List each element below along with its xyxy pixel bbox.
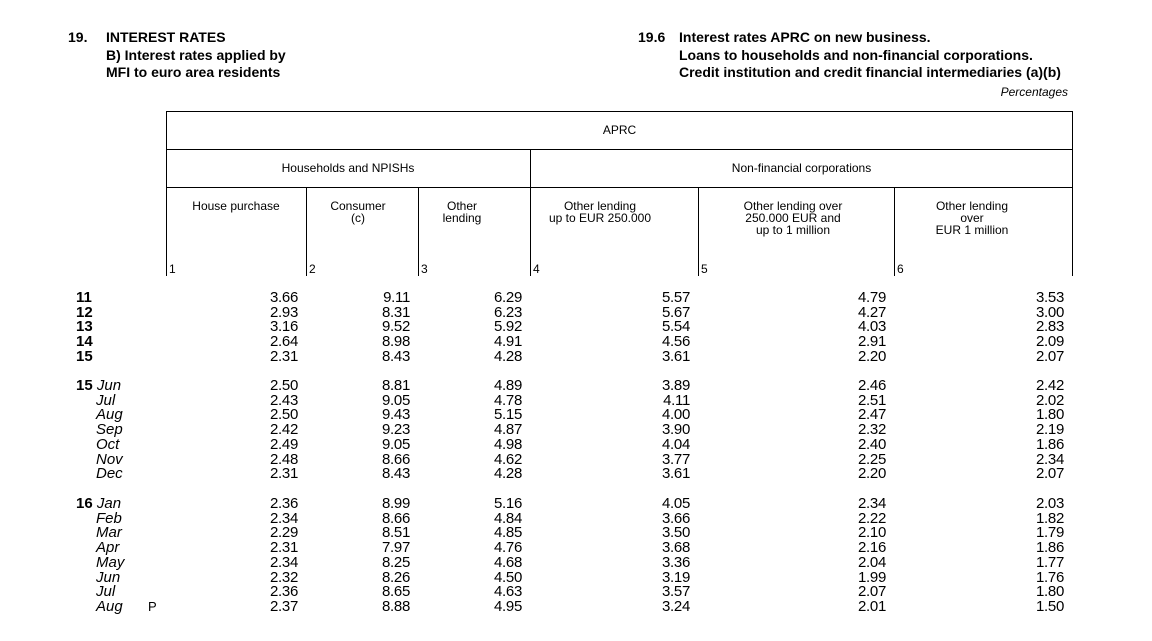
table-subtitle-1: Loans to households and non-financial corporations. xyxy=(679,47,1033,63)
table-row xyxy=(0,497,1152,512)
units-label: Percentages xyxy=(1000,85,1068,99)
row-month: Dec xyxy=(96,465,123,483)
table-cell-col5: 2.07 xyxy=(858,583,886,601)
section-subtitle-1: B) Interest rates applied by xyxy=(106,47,286,63)
table-cell-col2: 8.51 xyxy=(382,524,410,542)
table-cell-col2: 8.65 xyxy=(382,583,410,601)
header-nfc: Non-financial corporations xyxy=(731,161,872,175)
table-cell-col2: 8.43 xyxy=(382,465,410,483)
table-cell-col5: 2.34 xyxy=(858,495,886,512)
table-cell-col6: 2.19 xyxy=(1036,421,1064,439)
table-cell-col3: 4.78 xyxy=(494,391,522,409)
table-cell-col4: 3.66 xyxy=(662,509,690,527)
table-cell-col4: 4.04 xyxy=(662,435,690,453)
table-cell-col3: 4.63 xyxy=(494,583,522,601)
section-number: 19. xyxy=(68,29,88,45)
table-cell-col3: 4.89 xyxy=(494,377,522,394)
table-cell-col3: 4.28 xyxy=(494,465,522,483)
table-cell-col1: 2.34 xyxy=(270,553,298,571)
table-cell-col1: 2.64 xyxy=(270,333,298,351)
table-cell-col5: 4.79 xyxy=(858,289,886,306)
section-title: INTEREST RATES xyxy=(106,29,226,45)
table-cell-col6: 1.79 xyxy=(1036,524,1064,542)
col-number-6: 6 xyxy=(897,262,904,276)
table-cell-col3: 4.91 xyxy=(494,333,522,351)
table-row xyxy=(0,335,1152,350)
table-cell-col1: 2.31 xyxy=(270,539,298,557)
table-cell-col6: 2.83 xyxy=(1036,318,1064,336)
table-cell-col3: 4.62 xyxy=(494,450,522,468)
row-label xyxy=(76,597,123,615)
table-cell-col1: 2.42 xyxy=(270,421,298,439)
table-cell-col4: 3.90 xyxy=(662,421,690,439)
table-cell-col1: 2.36 xyxy=(270,495,298,512)
table-row xyxy=(0,450,1152,468)
table-cell-col5: 2.16 xyxy=(858,539,886,557)
table-cell-col3: 6.29 xyxy=(494,289,522,306)
table-cell-col3: 4.95 xyxy=(494,597,522,615)
table-row xyxy=(0,597,1152,615)
table-cell-col2: 9.11 xyxy=(383,289,410,306)
table-cell-col5: 2.25 xyxy=(858,450,886,468)
table-cell-col6: 1.76 xyxy=(1036,568,1064,586)
table-cell-col3: 5.16 xyxy=(494,495,522,512)
table-cell-col6: 3.53 xyxy=(1036,289,1064,306)
row-year: 11 xyxy=(76,289,92,306)
header-aprc: APRC xyxy=(602,123,637,137)
row-month: Jul xyxy=(96,391,116,409)
table-title: Interest rates APRC on new business. xyxy=(679,29,931,45)
row-month: Jun xyxy=(96,377,122,394)
table-cell-col2: 8.99 xyxy=(382,495,410,512)
table-cell-col2: 9.52 xyxy=(382,318,410,336)
table-cell-col2: 8.66 xyxy=(382,509,410,527)
table-cell-col5: 2.91 xyxy=(858,333,886,351)
table-row xyxy=(0,553,1152,571)
table-cell-col5: 2.46 xyxy=(858,377,886,394)
table-cell-col6: 2.07 xyxy=(1036,465,1064,483)
table-cell-col5: 2.32 xyxy=(858,421,886,439)
col-number-3: 3 xyxy=(421,262,428,276)
table-cell-col2: 8.88 xyxy=(382,597,410,615)
table-cell-col6: 2.42 xyxy=(1036,377,1064,394)
table-row xyxy=(0,391,1152,409)
row-month: Mar xyxy=(96,524,122,542)
table-cell-col5: 2.47 xyxy=(858,406,886,424)
table-cell-col2: 8.26 xyxy=(382,568,410,586)
col-header-250k-1m: Other lending over 250.000 EUR and up to 1 million xyxy=(743,199,843,237)
table-cell-col4: 4.00 xyxy=(662,406,690,424)
table-cell-col4: 3.19 xyxy=(662,568,690,586)
table-cell-col5: 2.20 xyxy=(858,465,886,483)
table-cell-col2: 8.81 xyxy=(382,377,410,394)
table-cell-col2: 8.25 xyxy=(382,553,410,571)
table-cell-col4: 3.77 xyxy=(662,450,690,468)
table-cell-col3: 4.76 xyxy=(494,539,522,557)
table-cell-col4: 3.57 xyxy=(662,583,690,601)
table-cell-col5: 2.40 xyxy=(858,435,886,453)
row-month: Jun xyxy=(96,568,121,586)
table-cell-col4: 3.36 xyxy=(662,553,690,571)
table-row xyxy=(0,303,1152,321)
table-cell-col2: 8.31 xyxy=(382,303,410,321)
table-row xyxy=(0,408,1152,423)
table-cell-col1: 2.31 xyxy=(270,347,298,365)
row-year: 15 xyxy=(76,377,93,394)
table-cell-col5: 4.27 xyxy=(858,303,886,321)
col-number-4: 4 xyxy=(533,262,540,276)
table-cell-col5: 4.03 xyxy=(858,318,886,336)
col-header-up-to-250k: Other lending up to EUR 250.000 xyxy=(548,199,652,225)
row-label xyxy=(76,467,123,482)
table-cell-col3: 4.28 xyxy=(494,347,522,365)
col-header-consumer: Consumer (c) xyxy=(330,199,386,225)
table-cell-col5: 2.20 xyxy=(858,347,886,365)
row-year: 14 xyxy=(76,333,93,351)
header-households: Households and NPISHs xyxy=(281,161,415,175)
table-cell-col6: 2.34 xyxy=(1036,450,1064,468)
row-month: Nov xyxy=(96,450,123,468)
table-cell-col3: 4.87 xyxy=(494,421,522,439)
table-row xyxy=(0,320,1152,335)
row-month: Aug xyxy=(96,597,123,615)
table-cell-col3: 4.84 xyxy=(494,509,522,527)
row-month: May xyxy=(96,553,125,571)
table-row xyxy=(0,568,1152,586)
table-cell-col1: 2.43 xyxy=(270,391,298,409)
table-cell-col3: 5.92 xyxy=(494,318,522,336)
table-cell-col2: 9.05 xyxy=(382,435,410,453)
table-cell-col6: 1.80 xyxy=(1036,583,1064,601)
table-cell-col1: 2.31 xyxy=(270,465,298,483)
provisional-flag: P xyxy=(148,598,157,614)
table-cell-col6: 2.03 xyxy=(1036,495,1064,512)
row-year: 13 xyxy=(76,318,93,336)
table-cell-col4: 4.05 xyxy=(662,495,690,512)
table-cell-col6: 1.80 xyxy=(1036,406,1064,424)
row-month: Oct xyxy=(96,435,120,453)
col-header-over-1m: Other lending over EUR 1 million xyxy=(935,199,1009,237)
table-cell-col6: 1.82 xyxy=(1036,509,1064,527)
row-month: Sep xyxy=(96,421,123,439)
table-cell-col6: 1.86 xyxy=(1036,539,1064,557)
table-row xyxy=(0,526,1152,541)
table-cell-col4: 3.68 xyxy=(662,539,690,557)
table-cell-col4: 5.54 xyxy=(662,318,690,336)
table-cell-col3: 4.98 xyxy=(494,435,522,453)
table-cell-col1: 2.50 xyxy=(270,377,298,394)
table-cell-col5: 2.04 xyxy=(858,553,886,571)
table-cell-col4: 3.61 xyxy=(662,465,690,483)
table-cell-col3: 5.15 xyxy=(494,406,522,424)
table-cell-col2: 8.43 xyxy=(382,347,410,365)
row-month: Jan xyxy=(96,495,122,512)
table-cell-col6: 1.77 xyxy=(1036,553,1064,571)
table-cell-col1: 2.93 xyxy=(270,303,298,321)
table-row xyxy=(0,291,1152,306)
table-cell-col1: 2.32 xyxy=(270,568,298,586)
row-label xyxy=(76,347,93,365)
row-year: 12 xyxy=(76,303,93,321)
table-cell-col4: 3.89 xyxy=(662,377,690,394)
col-number-5: 5 xyxy=(701,262,708,276)
section-subtitle-2: MFI to euro area residents xyxy=(106,64,281,80)
table-row xyxy=(0,423,1152,438)
table-row xyxy=(0,379,1152,394)
table-cell-col4: 3.50 xyxy=(662,524,690,542)
table-cell-col1: 3.66 xyxy=(270,289,298,306)
table-subtitle-2: Credit institution and credit financial intermediaries (a)(b) xyxy=(679,64,1061,80)
table-row xyxy=(0,347,1152,365)
header-rule-1 xyxy=(166,149,1073,150)
table-cell-col6: 1.86 xyxy=(1036,435,1064,453)
table-cell-col6: 3.00 xyxy=(1036,303,1064,321)
table-cell-col5: 2.22 xyxy=(858,509,886,527)
table-row xyxy=(0,541,1152,556)
table-cell-col5: 2.10 xyxy=(858,524,886,542)
table-top-rule xyxy=(166,111,1073,112)
row-month: Apr xyxy=(96,539,120,557)
table-cell-col5: 2.01 xyxy=(858,597,886,615)
table-cell-col5: 1.99 xyxy=(858,568,886,586)
table-row xyxy=(0,467,1152,482)
table-cell-col1: 2.48 xyxy=(270,450,298,468)
table-cell-col2: 9.43 xyxy=(382,406,410,424)
table-cell-col4: 4.11 xyxy=(663,391,690,409)
table-cell-col1: 2.50 xyxy=(270,406,298,424)
table-cell-col2: 8.98 xyxy=(382,333,410,351)
table-cell-col2: 9.23 xyxy=(382,421,410,439)
table-cell-col1: 2.36 xyxy=(270,583,298,601)
table-cell-col4: 5.57 xyxy=(662,289,690,306)
table-row xyxy=(0,585,1152,600)
col-header-other-lending: Other lending xyxy=(442,199,482,225)
table-cell-col4: 4.56 xyxy=(662,333,690,351)
table-cell-col6: 2.02 xyxy=(1036,391,1064,409)
col-header-house-purchase: House purchase xyxy=(192,199,280,213)
table-number: 19.6 xyxy=(638,29,666,45)
table-cell-col2: 9.05 xyxy=(382,391,410,409)
table-cell-col5: 2.51 xyxy=(858,391,886,409)
header-rule-2 xyxy=(166,187,1073,188)
table-cell-col1: 3.16 xyxy=(270,318,298,336)
table-cell-col3: 6.23 xyxy=(494,303,522,321)
table-cell-col4: 5.67 xyxy=(662,303,690,321)
table-cell-col6: 1.50 xyxy=(1036,597,1064,615)
table-cell-col4: 3.61 xyxy=(662,347,690,365)
table-cell-col6: 2.07 xyxy=(1036,347,1064,365)
col-number-1: 1 xyxy=(169,262,176,276)
table-cell-col1: 2.34 xyxy=(270,509,298,527)
table-cell-col3: 4.68 xyxy=(494,553,522,571)
table-row xyxy=(0,435,1152,453)
table-cell-col2: 7.97 xyxy=(382,539,410,557)
table-cell-col1: 2.29 xyxy=(270,524,298,542)
table-cell-col3: 4.50 xyxy=(494,568,522,586)
row-month: Feb xyxy=(96,509,122,527)
row-year: 15 xyxy=(76,347,93,365)
col-number-2: 2 xyxy=(309,262,316,276)
table-row xyxy=(0,509,1152,527)
table-cell-col3: 4.85 xyxy=(494,524,522,542)
row-month: Aug xyxy=(96,406,123,424)
table-cell-col6: 2.09 xyxy=(1036,333,1064,351)
table-cell-col1: 2.49 xyxy=(270,435,298,453)
row-month: Jul xyxy=(96,583,116,601)
row-year: 16 xyxy=(76,495,93,512)
table-cell-col1: 2.37 xyxy=(270,597,298,615)
table-cell-col2: 8.66 xyxy=(382,450,410,468)
table-cell-col4: 3.24 xyxy=(662,597,690,615)
